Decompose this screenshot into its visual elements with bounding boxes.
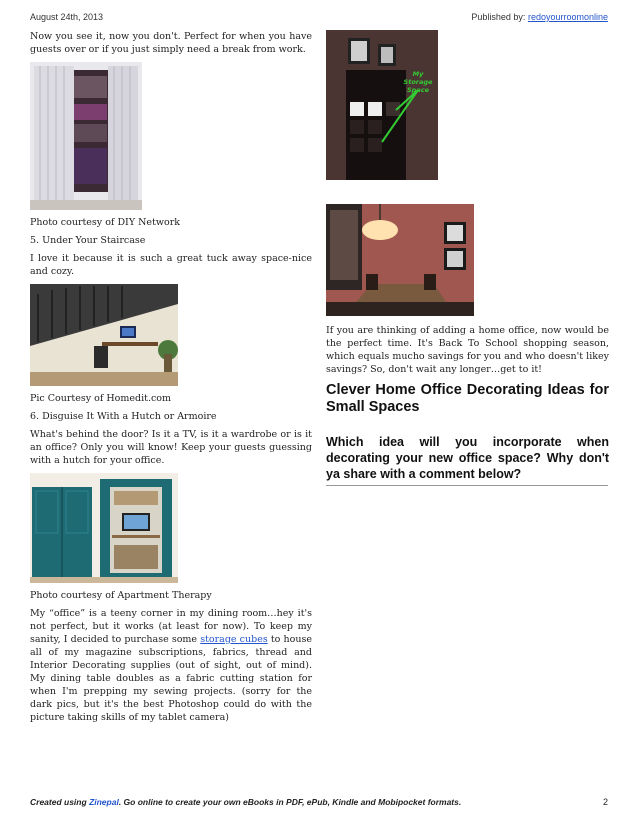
header-published-by [471, 12, 608, 22]
staircase-office-photo [30, 284, 178, 386]
page-number: 2 [602, 797, 608, 807]
left-column [30, 30, 312, 730]
zinepal-link[interactable]: Zinepal [89, 797, 119, 807]
list-item-5: 5. Under Your Staircase [30, 235, 146, 246]
caption-diy-network: Photo courtesy of DIY Network [30, 217, 181, 228]
reader-question: Which idea will you incorporate when decorating your new office space? Why don't ya share with a comment below? [326, 435, 609, 481]
storage-space-label: My Storage Space [403, 70, 433, 94]
published-by-link[interactable]: redoyourroomonline [527, 12, 608, 22]
closet-office-photo [30, 62, 142, 210]
storage-cubes-link[interactable]: storage cubes [200, 634, 268, 645]
storage-cubes-photo [326, 30, 438, 180]
footer-credit [30, 797, 461, 807]
header-date: August 24th, 2013 [30, 12, 104, 22]
caption-apartment-therapy: Photo courtesy of Apartment Therapy [30, 590, 212, 601]
hutch-paragraph: What's behind the door? Is it a TV, is it a wardrobe or is it an office? Only you will know! Keep your guests guessing with a hutch for your office. [30, 429, 312, 466]
armoire-office-photo [30, 473, 178, 583]
my-office-text-a: My “office” is a teeny corner in my dining room…hey it's not perfect, but it works (at least for now). To keep my sanity, I decided to purchase some [30, 608, 312, 645]
question-underline [326, 485, 608, 486]
my-office-paragraph [30, 607, 312, 724]
footer-created-b: . Go online to create your own eBooks in PDF, ePub, Kindle and Mobipocket formats. [118, 797, 462, 807]
caption-homedit: Pic Courtesy of Homedit.com [30, 393, 172, 404]
footer-created-a: Created using [30, 797, 87, 807]
staircase-paragraph: I love it because it is such a great tuck away space-nice and cozy. [30, 253, 312, 277]
article-title: Clever Home Office Decorating Ideas for Small Spaces [326, 382, 609, 415]
back-to-school-paragraph: If you are thinking of adding a home office, now would be the perfect time. It's Back To School shopping season, which equals mucho savings for you and who doesn't likey savings? So, don't wait any longer…get to it! [326, 325, 609, 375]
published-by-label: Published by: [471, 12, 526, 22]
my-office-text-b: to house all of my magazine subscriptions, fabrics, thread and Interior Decorating supplies (out of sight, out of mind). My dining table doubles as a fabric cutting station for when I'm prepping my sewing projects. (sorry for the dark pics, but it's the best Photoshop could do with the picture taking skills of my tablet camera) [30, 634, 312, 723]
list-item-6: 6. Disguise It With a Hutch or Armoire [30, 411, 217, 422]
intro-paragraph: Now you see it, now you don't. Perfect for when you have guests over or if you just simply need a break from work. [30, 31, 312, 55]
right-column [326, 30, 609, 486]
dining-room-photo [326, 204, 474, 316]
